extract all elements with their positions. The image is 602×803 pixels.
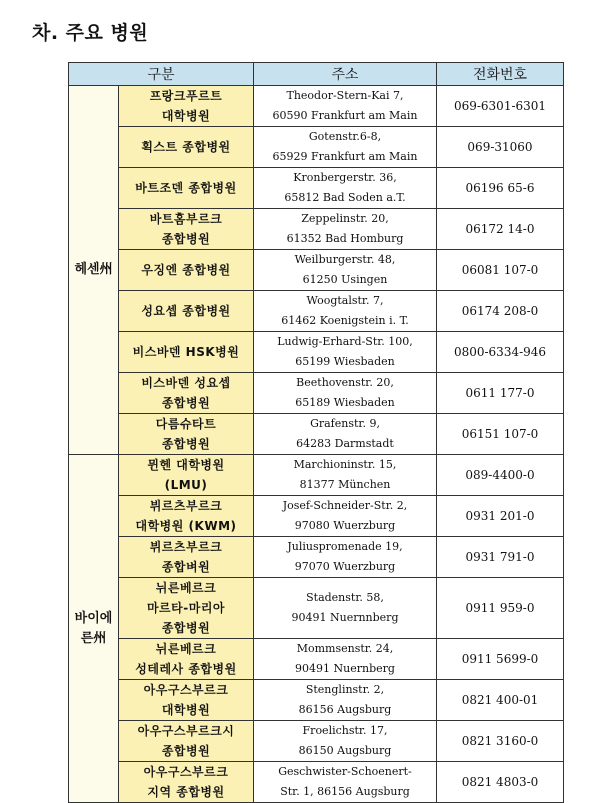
address-cell: Theodor-Stern-Kai 7, 60590 Frankfurt am Main	[254, 86, 437, 127]
phone-cell: 06172 14-0	[437, 209, 564, 250]
phone-cell: 06196 65-6	[437, 168, 564, 209]
phone-cell: 0931 791-0	[437, 537, 564, 578]
hospital-name-cell	[119, 209, 254, 250]
region-cell: 헤센州	[69, 86, 119, 455]
address-cell: Marchioninstr. 15, 81377 München	[254, 455, 437, 496]
address-cell: Grafenstr. 9, 64283 Darmstadt	[254, 414, 437, 455]
phone-cell: 0821 3160-0	[437, 721, 564, 762]
hospital-name: 아우구스부르크 지역 종합병원	[143, 765, 229, 799]
address-cell: Geschwister-Schoenert- Str. 1, 86156 Augsburg	[254, 762, 437, 803]
address-cell: Gotenstr.6-8, 65929 Frankfurt am Main	[254, 127, 437, 168]
table-header-row	[69, 63, 564, 86]
header-phone: 전화번호	[437, 63, 564, 86]
hospital-name-cell	[119, 250, 254, 291]
hospital-name-cell	[119, 578, 254, 639]
region-cell: 바이에 른州	[69, 455, 119, 803]
section-title: 차. 주요 병원	[32, 22, 149, 44]
header-address: 주소	[254, 63, 437, 86]
table-row	[69, 332, 564, 373]
hospital-name: 비스바덴 성요셉 종합병원	[141, 376, 231, 410]
hospital-name: 아우구스부르크시 종합병원	[137, 724, 235, 758]
table-row	[69, 762, 564, 803]
table-row	[69, 373, 564, 414]
hospital-table	[68, 62, 564, 803]
hospital-name: 프랑크푸르트 대학병원	[149, 89, 223, 123]
address-cell: Zeppelinstr. 20, 61352 Bad Homburg	[254, 209, 437, 250]
table-body	[69, 86, 564, 803]
table-row	[69, 639, 564, 680]
hospital-name-cell	[119, 721, 254, 762]
phone-cell: 069-6301-6301	[437, 86, 564, 127]
table-row	[69, 291, 564, 332]
hospital-name-cell	[119, 762, 254, 803]
table-row	[69, 250, 564, 291]
hospital-name: 뷔르츠부르크 대학병원 (KWM)	[135, 499, 237, 533]
table-row	[69, 537, 564, 578]
hospital-name-cell	[119, 168, 254, 209]
table-row	[69, 578, 564, 639]
hospital-name: 뉘른베르크 마르타-마리아 종합병원	[146, 581, 226, 635]
hospital-name: 뮌헨 대학병원 (LMU)	[147, 458, 225, 492]
table-row	[69, 86, 564, 127]
hospital-name: 뷔르츠부르크 종합벼원	[149, 540, 223, 574]
hospital-name: 아우구스부르크 대학병원	[143, 683, 229, 717]
hospital-name: 뉘른베르크 성테레사 종합병원	[135, 642, 237, 676]
address-cell: Beethovenstr. 20, 65189 Wiesbaden	[254, 373, 437, 414]
table-row	[69, 209, 564, 250]
address-cell: Woogtalstr. 7, 61462 Koenigstein i. T.	[254, 291, 437, 332]
hospital-name-cell	[119, 496, 254, 537]
phone-cell: 069-31060	[437, 127, 564, 168]
hospital-name-cell	[119, 86, 254, 127]
phone-cell: 06081 107-0	[437, 250, 564, 291]
hospital-name-cell	[119, 414, 254, 455]
address-cell: Juliuspromenade 19, 97070 Wuerzburg	[254, 537, 437, 578]
address-cell: Stadenstr. 58, 90491 Nuernnberg	[254, 578, 437, 639]
hospital-name-cell	[119, 291, 254, 332]
table-row	[69, 127, 564, 168]
phone-cell: 0821 4803-0	[437, 762, 564, 803]
address-cell: Weilburgerstr. 48, 61250 Usingen	[254, 250, 437, 291]
address-cell: Mommsenstr. 24, 90491 Nuernberg	[254, 639, 437, 680]
hospital-name: 다름슈타트 종합병원	[155, 417, 217, 451]
address-cell: Kronbergerstr. 36, 65812 Bad Soden a.T.	[254, 168, 437, 209]
table-row	[69, 496, 564, 537]
hospital-name: 바트홈부르크 종합병원	[149, 212, 223, 246]
hospital-name-cell	[119, 455, 254, 496]
hospital-name: 성요셉 종합병원	[141, 304, 231, 318]
address-cell: Stenglinstr. 2, 86156 Augsburg	[254, 680, 437, 721]
phone-cell: 06174 208-0	[437, 291, 564, 332]
phone-cell: 089-4400-0	[437, 455, 564, 496]
hospital-name-cell	[119, 332, 254, 373]
address-cell: Ludwig-Erhard-Str. 100, 65199 Wiesbaden	[254, 332, 437, 373]
table-row	[69, 168, 564, 209]
phone-cell: 06151 107-0	[437, 414, 564, 455]
table-row	[69, 455, 564, 496]
hospital-name: 바트조덴 종합병원	[135, 181, 237, 195]
hospital-name: 획스트 종합병원	[141, 140, 231, 154]
hospital-name-cell	[119, 537, 254, 578]
hospital-name-cell	[119, 373, 254, 414]
phone-cell: 0821 400-01	[437, 680, 564, 721]
hospital-name: 우징엔 종합병원	[141, 263, 231, 277]
phone-cell: 0911 5699-0	[437, 639, 564, 680]
phone-cell: 0931 201-0	[437, 496, 564, 537]
table-row	[69, 721, 564, 762]
hospital-name-cell	[119, 639, 254, 680]
table-row	[69, 414, 564, 455]
hospital-name-cell	[119, 680, 254, 721]
hospital-name-cell	[119, 127, 254, 168]
phone-cell: 0911 959-0	[437, 578, 564, 639]
address-cell: Josef-Schneider-Str. 2, 97080 Wuerzburg	[254, 496, 437, 537]
address-cell: Froelichstr. 17, 86150 Augsburg	[254, 721, 437, 762]
phone-cell: 0611 177-0	[437, 373, 564, 414]
phone-cell: 0800-6334-946	[437, 332, 564, 373]
hospital-name: 비스바덴 HSK병원	[132, 345, 240, 359]
table-row	[69, 680, 564, 721]
header-category: 구분	[69, 63, 254, 86]
